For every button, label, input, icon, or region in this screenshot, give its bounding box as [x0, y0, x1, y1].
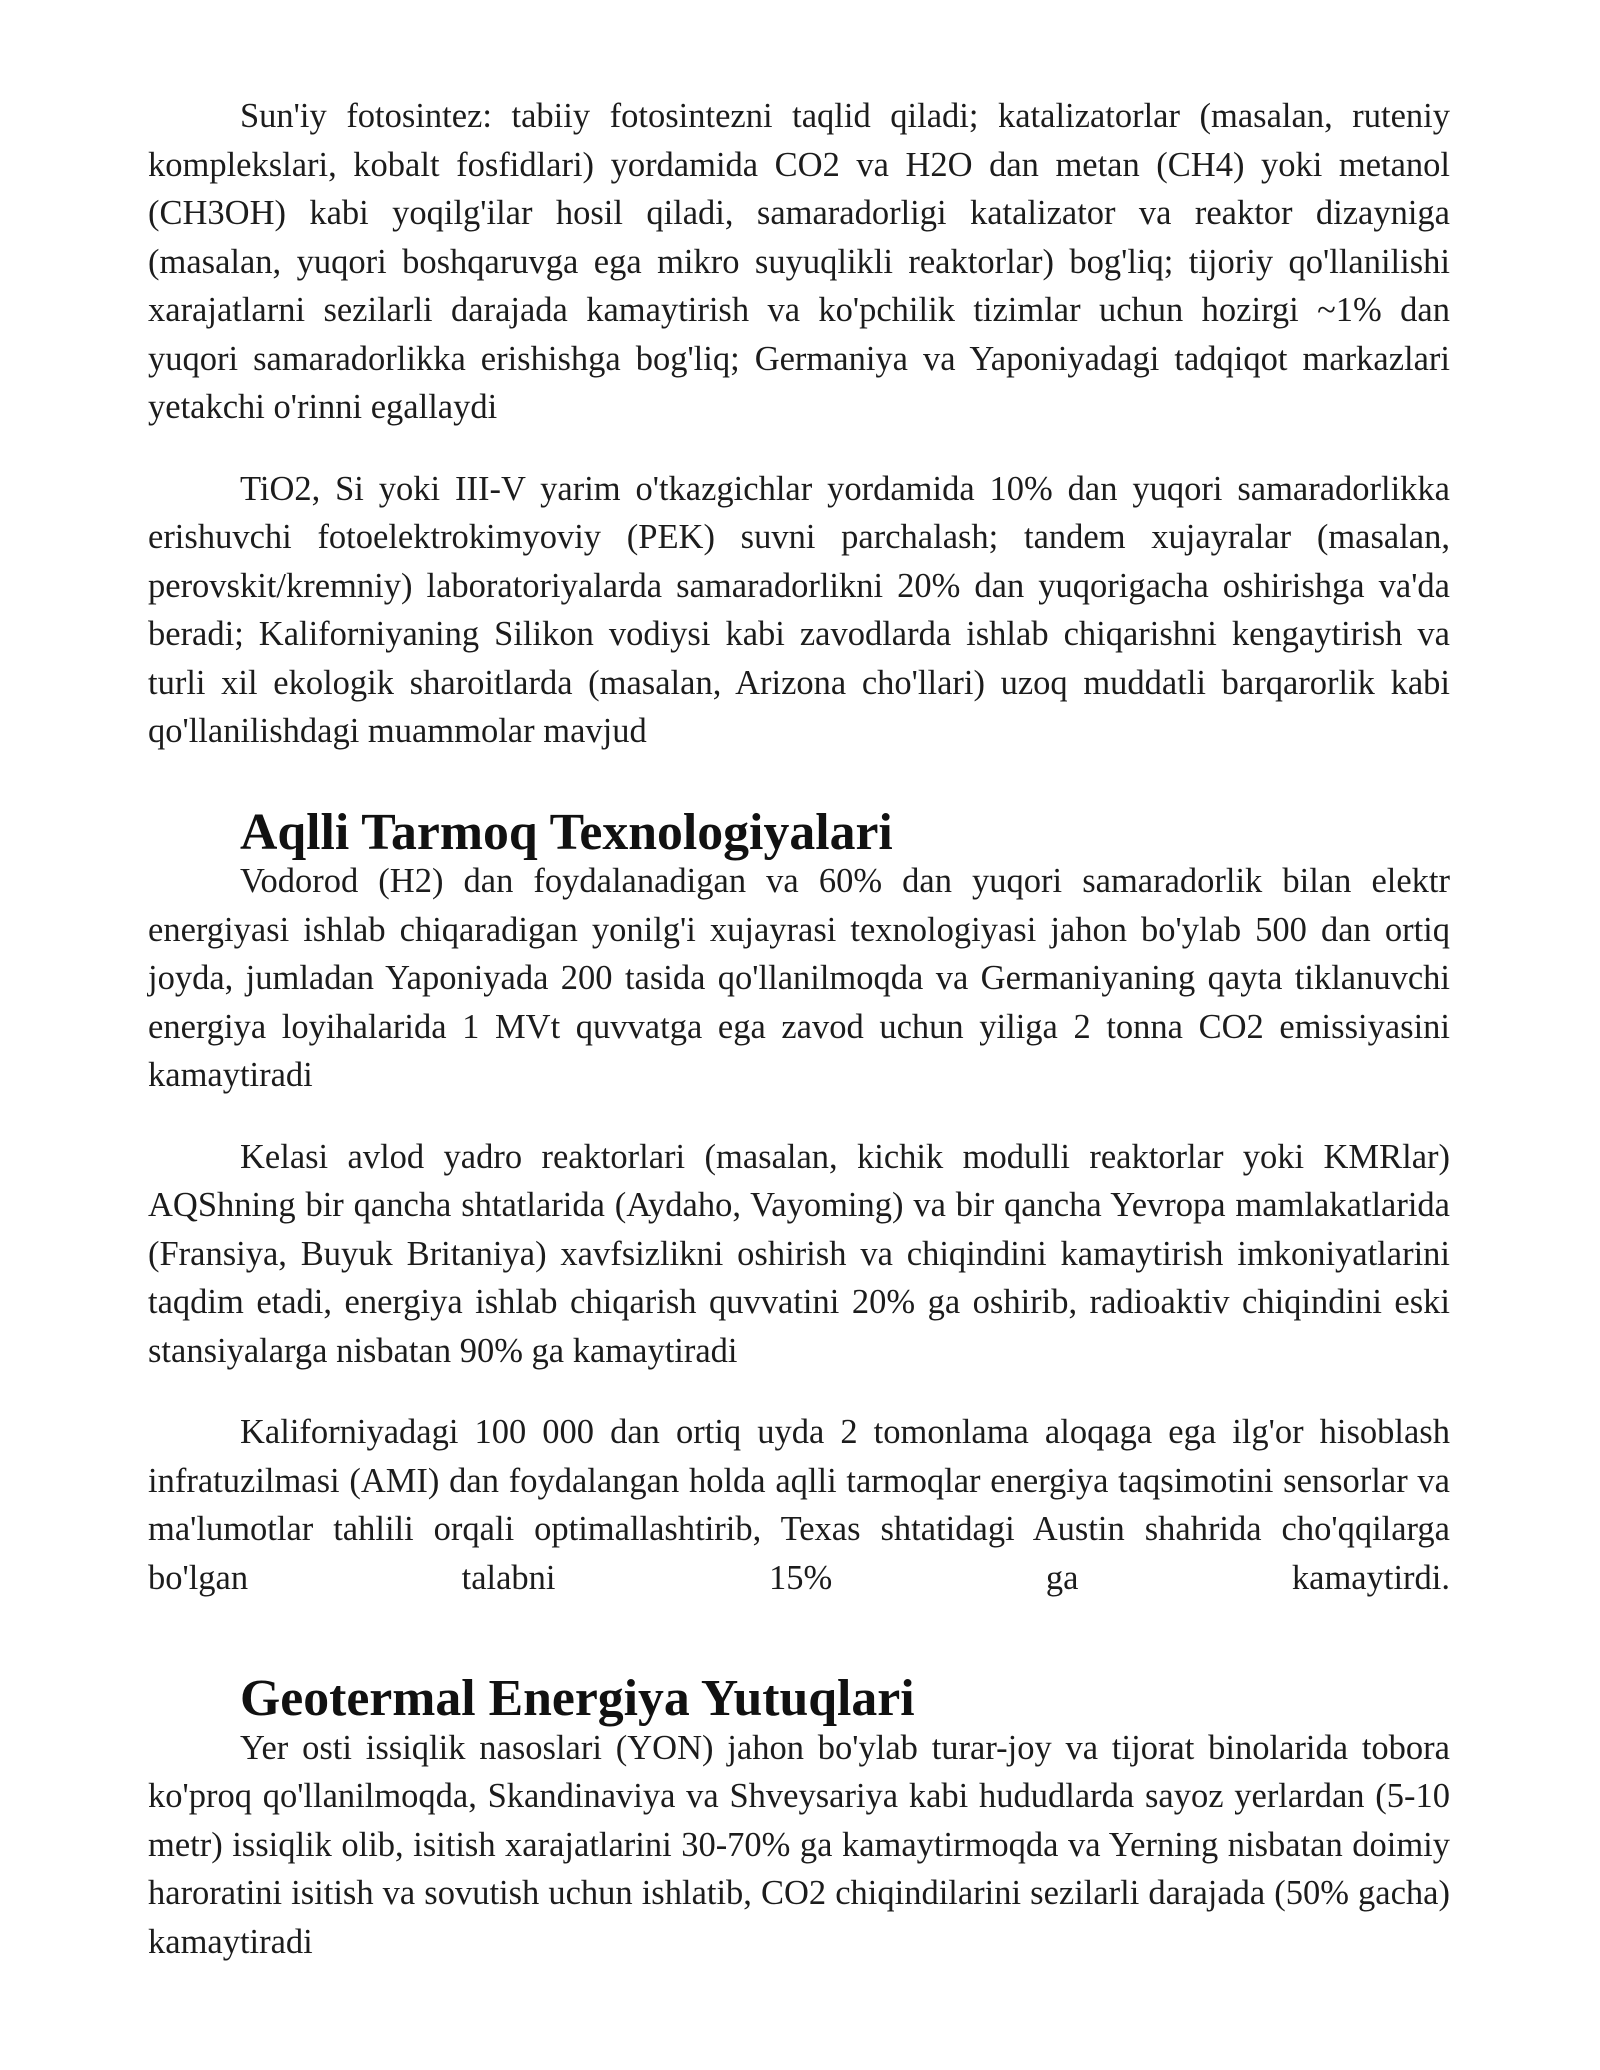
- paragraph-heat-pumps: Yer osti issiqlik nasoslari (YON) jahon bo'ylab turar-joy va tijorat binolarida tobora ko'proq qo'llanilmoqda, Skandinaviya va Shveysariya kabi hududlarda sayoz yerlardan (5-10 metr) issiqlik olib, isitish xarajatlarini 30-70% ga kamaytirmoqda va Yerning nisbatan doimiy haroratini isitish va sovutish uchun ishlatib, CO2 chiqindilarini sezilarli darajada (50% gacha) kamaytiradi: [148, 1728, 1450, 1961]
- paragraph-fuel-cell: Vodorod (H2) dan foydalanadigan va 60% dan yuqori samaradorlik bilan elektr energiyasi ishlab chiqaradigan yonilg'i xujayrasi texnologiyasi jahon bo'ylab 500 dan ortiq joyda, jumladan Yaponiyada 200 tasida qo'llanilmoqda va Germaniyaning qayta tiklanuvchi energiya loyihalarida 1 MVt quvvatga ega zavod uchun yiliga 2 tonna CO2 emissiyasini kamaytiradi: [148, 862, 1450, 1094]
- heading-smart-grid: Aqlli Tarmoq Texnologiyalari: [240, 803, 893, 861]
- paragraph-artificial-photosynthesis: Sun'iy fotosintez: tabiiy fotosintezni taqlid qiladi; katalizatorlar (masalan, ruteniy komplekslari, kobalt fosfidlari) yordamida CO2 va H2O dan metan (CH4) yoki metanol (CH3OH) kabi yoqilg'ilar hosil qiladi, samaradorligi katalizator va reaktor dizayniga (masalan, yuqori boshqaruvga ega mikro suyuqlikli reaktorlar) bog'liq; tijoriy qo'llanilishi xarajatlarni sezilarli darajada kamaytirish va ko'pchilik tizimlar uchun hozirgi ~1% dan yuqori samaradorlikka erishishga bog'liq; Germaniya va Yaponiyadagi tadqiqot markazlari yetakchi o'rinni egallaydi: [148, 97, 1450, 426]
- document-page: [148, 92, 1450, 1966]
- paragraph-spacer: [148, 432, 1450, 465]
- paragraph-photoelectrochemical: TiO2, Si yoki III-V yarim o'tkazgichlar yordamida 10% dan yuqori samaradorlikka erishuvchi fotoelektrokimyoviy (PEK) suvni parchalash; tandem xujayralar (masalan, perovskit/kremniy) laboratoriyalarda samaradorlikni 20% dan yuqorigacha oshirishga va'da beradi; Kaliforniyaning Silikon vodiysi kabi zavodlarda ishlab chiqarishni kengaytirish va turli xil ekologik sharoitlarda (masalan, Arizona cho'llari) uzoq muddatli barqarorlik kabi qo'llanilishdagi muammolar mavjud: [148, 469, 1450, 750]
- paragraph-spacer: [148, 1375, 1450, 1408]
- paragraph-nuclear-reactors: Kelasi avlod yadro reaktorlari (masalan, kichik modulli reaktorlar yoki KMRlar) AQShning bir qancha shtatlarida (Aydaho, Vayoming) va bir qancha Yevropa mamlakatlarida (Fransiya, Buyuk Britaniya) xavfsizlikni oshirish va chiqindini kamaytirish imkoniyatlarini taqdim etadi, energiya ishlab chiqarish quvvatini 20% ga oshirib, radioaktiv chiqindini eski stansiyalarga nisbatan 90% ga kamaytiradi: [148, 1137, 1450, 1370]
- heading-geothermal: Geotermal Energiya Yutuqlari: [240, 1670, 915, 1727]
- section-spacer: [148, 756, 1450, 809]
- paragraph-spacer: [148, 1100, 1450, 1133]
- paragraph-smart-grids: Kaliforniyadagi 100 000 dan ortiq uyda 2 tomonlama aloqaga ega ilg'or hisoblash infratuzilmasi (AMI) dan foydalangan holda aqlli tarmoqlar energiya taqsimotini sensorlar va ma'lumotlar tahlili orqali optimallashtirib, Texas shtatidagi Austin shahrida cho'qqilarga bo'lgan talabni 15% ga kamaytirdi.: [148, 1413, 1450, 1597]
- section-spacer: [148, 1602, 1450, 1675]
